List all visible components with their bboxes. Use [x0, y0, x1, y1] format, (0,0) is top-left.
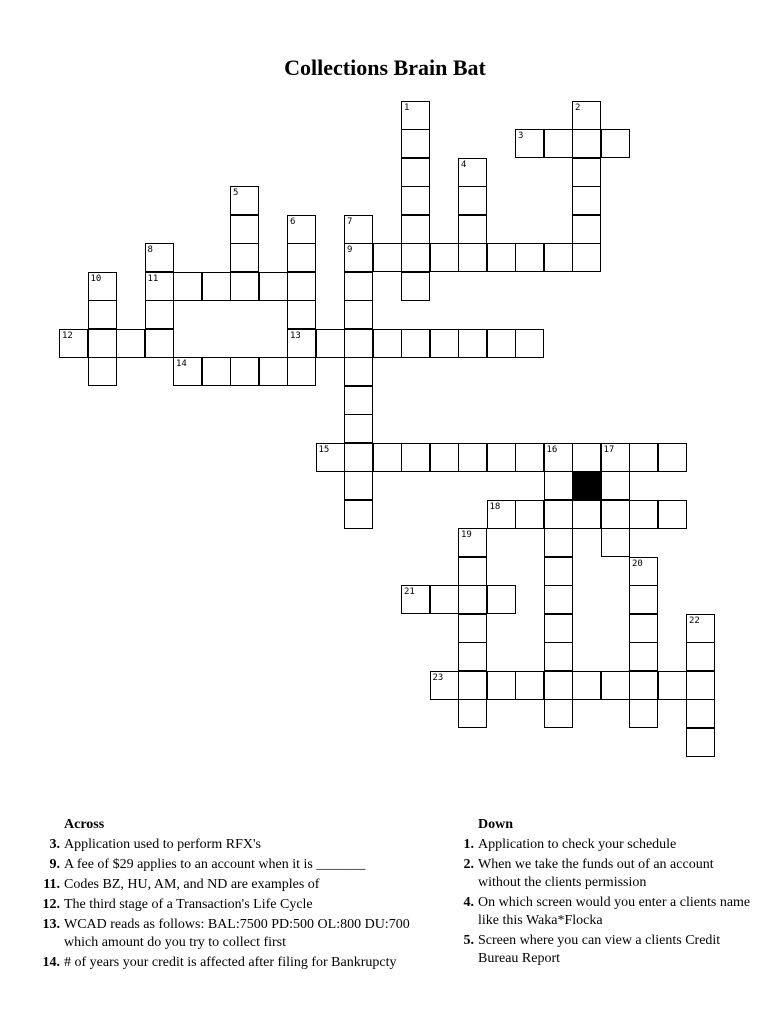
crossword-cell[interactable] [430, 243, 459, 272]
crossword-cell[interactable] [629, 557, 658, 586]
crossword-cell[interactable] [287, 357, 316, 386]
crossword-cell[interactable] [515, 443, 544, 472]
crossword-cell[interactable] [344, 471, 373, 500]
crossword-cell[interactable] [658, 500, 687, 529]
across-clue-list [38, 836, 438, 972]
clue-num: 12. [42, 897, 60, 912]
down-clue-list [452, 836, 752, 968]
down-clues [452, 816, 752, 970]
crossword-cell[interactable] [344, 386, 373, 415]
across-clue [38, 954, 438, 972]
crossword-cell[interactable] [515, 500, 544, 529]
crossword-cell[interactable] [145, 329, 174, 358]
crossword-cell[interactable] [515, 243, 544, 272]
crossword-cell[interactable] [145, 243, 174, 272]
crossword-cell[interactable] [401, 443, 430, 472]
crossword-cell[interactable] [629, 585, 658, 614]
crossword-cell[interactable] [344, 414, 373, 443]
crossword-cell[interactable] [601, 671, 630, 700]
crossword-cell[interactable] [401, 243, 430, 272]
crossword-cell[interactable] [544, 471, 573, 500]
across-clue [38, 896, 438, 914]
crossword-cell[interactable] [230, 357, 259, 386]
crossword-cell[interactable] [487, 671, 516, 700]
clue-number: 14 [176, 359, 187, 369]
crossword-cell[interactable] [601, 500, 630, 529]
clue-number: 2 [575, 102, 581, 113]
crossword-cell[interactable] [658, 671, 687, 700]
crossword-cell[interactable] [401, 329, 430, 358]
clue-number: 21 [404, 587, 415, 597]
crossword-cell[interactable] [544, 443, 573, 472]
crossword-cell[interactable] [145, 272, 174, 301]
crossword-cell[interactable] [173, 357, 202, 386]
crossword-cell[interactable] [287, 215, 316, 244]
crossword-cell[interactable] [515, 671, 544, 700]
clue-text: A fee of $29 applies to an account when it is _______ [64, 857, 366, 872]
clue-text: # of years your credit is affected after filing for Bankrupcty [64, 955, 397, 970]
crossword-cell[interactable] [401, 129, 430, 158]
crossword-cell[interactable] [287, 300, 316, 329]
crossword-cell[interactable] [259, 357, 288, 386]
clue-num: 13. [42, 917, 60, 932]
crossword-cell[interactable] [401, 272, 430, 301]
crossword-cell[interactable] [230, 186, 259, 215]
across-heading: Across [64, 817, 105, 832]
crossword-cell[interactable] [572, 129, 601, 158]
crossword-cell[interactable] [629, 671, 658, 700]
clue-number: 7 [347, 216, 353, 227]
clue-num: 14. [42, 955, 60, 970]
down-clue [452, 894, 752, 930]
black-square [572, 471, 601, 500]
crossword-cell[interactable] [401, 101, 430, 130]
crossword-cell[interactable] [601, 471, 630, 500]
crossword-cell[interactable] [316, 329, 345, 358]
crossword-cell[interactable] [572, 671, 601, 700]
crossword-cell[interactable] [230, 272, 259, 301]
crossword-cell[interactable] [515, 129, 544, 158]
crossword-cell[interactable] [287, 243, 316, 272]
crossword-cell[interactable] [88, 329, 117, 358]
crossword-cell[interactable] [458, 671, 487, 700]
clue-text: Codes BZ, HU, AM, and ND are examples of [64, 877, 320, 892]
down-heading: Down [478, 817, 514, 832]
crossword-cell[interactable] [344, 500, 373, 529]
crossword-cell[interactable] [629, 500, 658, 529]
crossword-cell[interactable] [173, 272, 202, 301]
crossword-cell[interactable] [544, 243, 573, 272]
clue-num: 9. [49, 857, 60, 872]
down-clue [452, 932, 752, 968]
down-clue [452, 856, 752, 892]
clue-number: 19 [461, 530, 472, 540]
crossword-cell[interactable] [629, 443, 658, 472]
clue-num: 3. [49, 837, 60, 852]
crossword-cell[interactable] [458, 443, 487, 472]
clue-text: Application to check your schedule [478, 837, 677, 852]
crossword-cell[interactable] [544, 129, 573, 158]
crossword-cell[interactable] [344, 215, 373, 244]
crossword-cell[interactable] [572, 158, 601, 187]
clue-text: Application used to perform RFX's [64, 837, 261, 852]
clue-num: 11. [43, 877, 60, 892]
crossword-cell[interactable] [686, 728, 715, 757]
crossword-cell[interactable] [544, 699, 573, 728]
crossword-cell[interactable] [458, 215, 487, 244]
clue-number: 9 [347, 245, 353, 255]
clue-text: Screen where you can view a clients Credit Bureau Report [478, 933, 721, 966]
crossword-cell[interactable] [572, 443, 601, 472]
crossword-cell[interactable] [458, 528, 487, 557]
crossword-cell[interactable] [629, 699, 658, 728]
crossword-cell[interactable] [116, 329, 145, 358]
clue-number: 13 [290, 330, 301, 341]
crossword-cell[interactable] [430, 329, 459, 358]
crossword-cell[interactable] [430, 443, 459, 472]
clue-number: 5 [233, 188, 239, 198]
across-clues [38, 816, 438, 974]
clue-number: 17 [603, 444, 615, 455]
crossword-cell[interactable] [658, 443, 687, 472]
clue-num: 1. [463, 837, 474, 852]
crossword-cell[interactable] [458, 642, 487, 671]
crossword-cell[interactable] [544, 614, 573, 643]
crossword-cell[interactable] [601, 528, 630, 557]
clue-number: 4 [461, 159, 467, 170]
crossword-cell[interactable] [686, 671, 715, 700]
crossword-cell[interactable] [145, 300, 174, 329]
crossword-cell[interactable] [544, 557, 573, 586]
crossword-cell[interactable] [458, 585, 487, 614]
clue-number: 18 [489, 501, 501, 512]
crossword-cell[interactable] [344, 329, 373, 358]
crossword-cell[interactable] [430, 585, 459, 614]
crossword-cell[interactable] [373, 243, 402, 272]
crossword-cell[interactable] [373, 443, 402, 472]
crossword-cell[interactable] [230, 243, 259, 272]
crossword-cell[interactable] [572, 215, 601, 244]
crossword-cell[interactable] [458, 186, 487, 215]
crossword-cell[interactable] [487, 329, 516, 358]
crossword-cell[interactable] [344, 300, 373, 329]
crossword-cell[interactable] [515, 329, 544, 358]
clue-text: When we take the funds out of an account without the clients permission [478, 857, 714, 890]
puzzle-title: Collections Brain Bat [284, 55, 486, 80]
crossword-cell[interactable] [544, 642, 573, 671]
crossword-cell[interactable] [88, 272, 117, 301]
clue-number: 23 [432, 672, 444, 683]
clue-num: 2. [463, 857, 474, 872]
clue-number: 20 [632, 558, 643, 569]
clue-number: 8 [147, 245, 153, 255]
crossword-cell[interactable] [487, 243, 516, 272]
crossword-cell[interactable] [601, 129, 630, 158]
crossword-cell[interactable] [401, 215, 430, 244]
crossword-cell[interactable] [629, 614, 658, 643]
crossword-cell[interactable] [401, 585, 430, 614]
crossword-cell[interactable] [344, 443, 373, 472]
across-clue [38, 876, 438, 894]
clue-number: 1 [404, 102, 410, 113]
crossword-cell[interactable] [458, 243, 487, 272]
crossword-cell[interactable] [572, 243, 601, 272]
crossword-cell[interactable] [88, 357, 117, 386]
crossword-cell[interactable] [373, 329, 402, 358]
crossword-cell[interactable] [544, 500, 573, 529]
crossword-cell[interactable] [458, 614, 487, 643]
across-clue [38, 856, 438, 874]
clue-num: 5. [463, 933, 474, 948]
crossword-cell[interactable] [572, 500, 601, 529]
crossword-cell[interactable] [487, 500, 516, 529]
clue-number: 6 [290, 216, 296, 227]
crossword-cell[interactable] [344, 272, 373, 301]
crossword-cell[interactable] [202, 357, 231, 386]
crossword-cell[interactable] [287, 329, 316, 358]
crossword-cell[interactable] [430, 671, 459, 700]
crossword-cell[interactable] [601, 443, 630, 472]
clue-text: The third stage of a Transaction's Life Cycle [64, 897, 313, 912]
crossword-cell[interactable] [572, 101, 601, 130]
crossword-cell[interactable] [344, 357, 373, 386]
crossword-cell[interactable] [59, 329, 88, 358]
crossword-cell[interactable] [401, 186, 430, 215]
across-clue [38, 916, 438, 952]
clue-number: 3 [518, 131, 524, 141]
clue-number: 11 [147, 273, 159, 284]
crossword-cell[interactable] [572, 186, 601, 215]
crossword-cell[interactable] [458, 158, 487, 187]
crossword-cell[interactable] [458, 329, 487, 358]
down-clue [452, 836, 752, 854]
crossword-cell[interactable] [458, 557, 487, 586]
crossword-cell[interactable] [686, 699, 715, 728]
crossword-cell[interactable] [202, 272, 231, 301]
crossword-cell[interactable] [230, 215, 259, 244]
clue-number: 22 [689, 615, 700, 626]
crossword-cell[interactable] [544, 585, 573, 614]
crossword-cell[interactable] [487, 443, 516, 472]
clue-num: 4. [463, 895, 474, 910]
crossword-cell[interactable] [316, 443, 345, 472]
crossword-cell[interactable] [458, 699, 487, 728]
crossword-cell[interactable] [686, 614, 715, 643]
crossword-cell[interactable] [487, 585, 516, 614]
clue-number: 15 [318, 444, 330, 455]
clue-text: On which screen would you enter a clients name like this Waka*Flocka [478, 895, 751, 928]
crossword-cell[interactable] [88, 300, 117, 329]
crossword-cell[interactable] [544, 528, 573, 557]
crossword-cell[interactable] [544, 671, 573, 700]
clue-text: WCAD reads as follows: BAL:7500 PD:500 OL:800 DU:700 which amount do you try to collect first [64, 917, 410, 950]
clue-number: 10 [90, 273, 102, 284]
crossword-cell[interactable] [686, 642, 715, 671]
across-clue [38, 836, 438, 854]
crossword-cell[interactable] [344, 243, 373, 272]
crossword-cell[interactable] [629, 642, 658, 671]
crossword-cell[interactable] [259, 272, 288, 301]
crossword-cell[interactable] [401, 158, 430, 187]
clue-number: 16 [546, 444, 558, 455]
clue-number: 12 [62, 330, 73, 341]
crossword-cell[interactable] [287, 272, 316, 301]
